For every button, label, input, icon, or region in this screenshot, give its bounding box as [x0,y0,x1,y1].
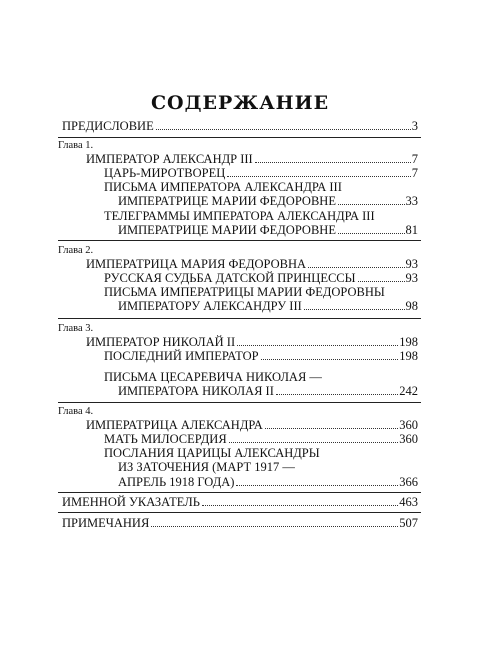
toc-entry-page: 7 [411,152,418,166]
chapter-label-2: Глава 2. [58,245,94,256]
toc-entry-label: ИМЕННОЙ УКАЗАТЕЛЬ [62,495,200,509]
toc-entry-alexander-iii[interactable] [86,152,418,166]
toc-entry-letters-nicholas[interactable] [118,384,418,398]
toc-entry-name-index[interactable] [62,495,418,509]
toc-entry-page: 93 [405,257,418,271]
chapter-label-4: Глава 4. [58,406,94,417]
toc-entry-letters-alexander-line1[interactable]: ПИСЬМА ИМПЕРАТОРА АЛЕКСАНДРА III [104,180,342,194]
toc-entry-label: ПРЕДИСЛОВИЕ [62,119,154,133]
dot-leader [156,129,411,130]
toc-entry-alexandra[interactable] [86,418,418,432]
toc-entry-page: 81 [405,223,418,237]
toc-entry-page: 463 [399,495,418,509]
divider [58,402,421,403]
divider [58,318,421,319]
toc-entry-label: РУССКАЯ СУДЬБА ДАТСКОЙ ПРИНЦЕССЫ [104,271,356,285]
toc-entry-label: ЦАРЬ-МИРОТВОРЕЦ [104,166,226,180]
toc-entry-notes[interactable] [62,516,418,530]
dot-leader [358,281,405,282]
toc-entry-label: ИМПЕРАТОР НИКОЛАЙ II [86,335,236,349]
dot-leader [236,485,398,486]
toc-entry-page: 360 [399,418,418,432]
toc-entry-letters-nicholas-line1[interactable]: ПИСЬМА ЦЕСАРЕВИЧА НИКОЛАЯ — [104,370,322,384]
toc-entry-messages-alexandra-line2[interactable]: ИЗ ЗАТОЧЕНИЯ (МАРТ 1917 — [118,460,295,474]
toc-entry-page: 3 [411,119,418,133]
dot-leader [308,267,404,268]
toc-entry-label: ИМПЕРАТРИЦА МАРИЯ ФЕДОРОВНА [86,257,307,271]
toc-entry-page: 198 [399,349,418,363]
toc-entry-messages-alexandra-line1[interactable]: ПОСЛАНИЯ ЦАРИЦЫ АЛЕКСАНДРЫ [104,446,320,460]
chapter-label-1: Глава 1. [58,140,94,151]
toc-entry-label: ИМПЕРАТОР АЛЕКСАНДР III [86,152,253,166]
dot-leader [304,309,405,310]
toc-entry-page: 93 [405,271,418,285]
page-title: СОДЕРЖАНИЕ [150,92,330,114]
dot-leader [227,176,411,177]
toc-entry-page: 360 [399,432,418,446]
dot-leader [255,162,411,163]
dot-leader [261,359,399,360]
toc-entry-maria-fedorovna[interactable] [86,257,418,271]
toc-entry-page: 33 [405,194,418,208]
toc-entry-page: 366 [399,475,418,489]
toc-entry-label: ПРИМЕЧАНИЯ [62,516,150,530]
toc-entry-page: 507 [399,516,418,530]
dot-leader [338,204,405,205]
dot-leader [276,394,398,395]
toc-entry-nicholas-ii[interactable] [86,335,418,349]
toc-entry-danish-princess[interactable] [104,271,418,285]
toc-entry-letters-maria-line1[interactable]: ПИСЬМА ИМПЕРАТРИЦЫ МАРИИ ФЕДОРОВНЫ [104,285,385,299]
dot-leader [338,233,405,234]
toc-entry-label: МАТЬ МИЛОСЕРДИЯ [104,432,227,446]
toc-entry-label: ПОСЛЕДНИЙ ИМПЕРАТОР [104,349,259,363]
toc-entry-telegrams[interactable] [118,223,418,237]
dot-leader [265,428,399,429]
toc-entry-messages-alexandra[interactable] [118,475,418,489]
dot-leader [229,442,399,443]
toc-entry-label: ИМПЕРАТРИЦЕ МАРИИ ФЕДОРОВНЕ [118,223,336,237]
toc-entry-label: АПРЕЛЬ 1918 ГОДА) [118,475,235,489]
dot-leader [237,345,398,346]
toc-entry-page: 98 [405,299,418,313]
toc-entry-label: ИМПЕРАТОРА НИКОЛАЯ II [118,384,274,398]
toc-entry-label: ИМПЕРАТОРУ АЛЕКСАНДРУ III [118,299,302,313]
divider [58,492,421,493]
toc-entry-letters-maria[interactable] [118,299,418,313]
divider [58,137,421,138]
toc-entry-page: 242 [399,384,418,398]
toc-entry-preface[interactable] [62,119,418,133]
divider [58,240,421,241]
toc-entry-page: 198 [399,335,418,349]
toc-entry-mother-of-mercy[interactable] [104,432,418,446]
toc-entry-last-emperor[interactable] [104,349,418,363]
toc-entry-page: 7 [411,166,418,180]
dot-leader [151,526,398,527]
chapter-label-3: Глава 3. [58,323,94,334]
toc-entry-label: ИМПЕРАТРИЦЕ МАРИИ ФЕДОРОВНЕ [118,194,336,208]
divider [58,512,421,513]
dot-leader [202,505,398,506]
toc-entry-letters-alexander[interactable] [118,194,418,208]
toc-entry-label: ИМПЕРАТРИЦА АЛЕКСАНДРА [86,418,263,432]
toc-entry-telegrams-line1[interactable]: ТЕЛЕГРАММЫ ИМПЕРАТОРА АЛЕКСАНДРА III [104,209,375,223]
toc-entry-tsar-mirotvorets[interactable] [104,166,418,180]
